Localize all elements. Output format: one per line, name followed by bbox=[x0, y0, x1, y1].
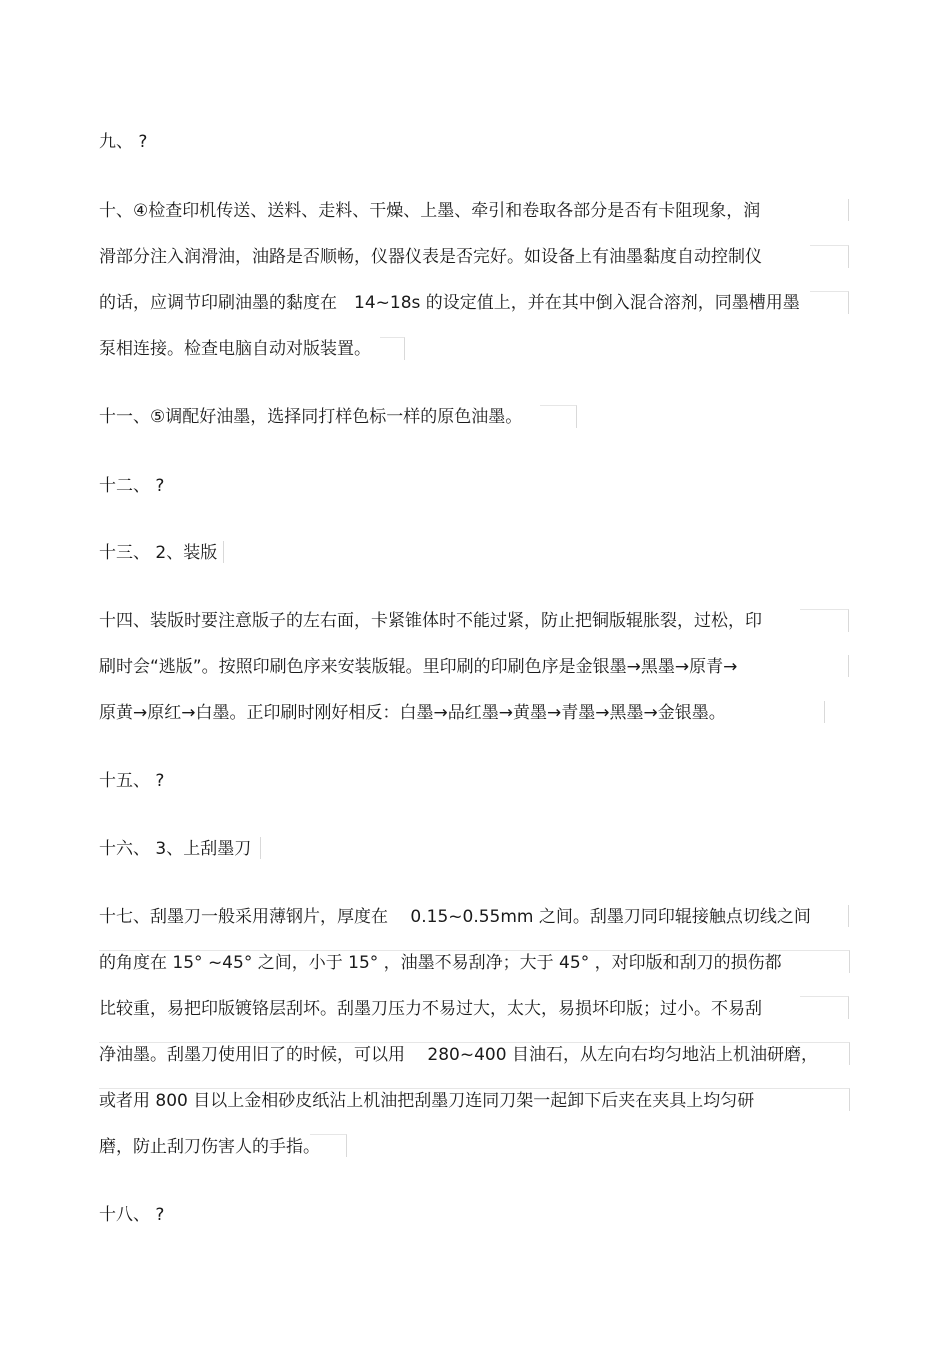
line-marker bbox=[830, 655, 849, 677]
text-line-9: 十四、装版时要注意版子的左右面，卡紧锥体时不能过紧，防止把铜版辊胀裂，过松，印 bbox=[99, 611, 762, 631]
text-line-6: 十一、⑤调配好油墨，选择同打样色标一样的原色油墨。 bbox=[99, 407, 523, 427]
text-line-17: 净油墨。刮墨刀使用旧了的时候，可以用 280~400 目油石，从左向右均匀地沾上机油研磨， bbox=[99, 1045, 818, 1065]
line-marker bbox=[800, 701, 825, 723]
line-marker bbox=[800, 609, 849, 632]
text-line-4: 的话，应调节印刷油墨的黏度在 14~18s 的设定值上，并在其中倒入混合溶剂，同墨槽用墨 bbox=[99, 293, 800, 313]
text-line-5: 泵相连接。检查电脑自动对版装置。 bbox=[99, 339, 371, 359]
text-line-10: 刷时会“逃版”。按照印刷色序来安装版辊。里印刷的印刷色序是金银墨→黑墨→原青→ bbox=[99, 657, 738, 677]
text-line-8: 十三、 2、装版 bbox=[99, 543, 218, 563]
line-marker bbox=[830, 199, 849, 221]
text-line-14: 十七、刮墨刀一般采用薄钢片，厚度在 0.15~0.55mm 之间。刮墨刀同印辊接触点切线之间 bbox=[99, 907, 811, 927]
line-marker bbox=[380, 337, 405, 360]
text-line-18: 或者用 800 目以上金相砂皮纸沾上机油把刮墨刀连同刀架一起卸下后夹在夹具上均匀研 bbox=[99, 1091, 755, 1111]
text-line-1: 九、 ? bbox=[99, 132, 148, 152]
text-line-19: 磨，防止刮刀伤害人的手指。 bbox=[99, 1137, 320, 1157]
text-line-15: 的角度在 15° ~45° 之间，小于 15° ，油墨不易刮净；大于 45° ，对印版和刮刀的损伤都 bbox=[99, 953, 782, 973]
line-marker bbox=[810, 245, 849, 268]
text-line-2: 十、④检查印机传送、送料、走料、干燥、上墨、牵引和卷取各部分是否有卡阻现象，润 bbox=[99, 201, 761, 221]
line-marker bbox=[800, 996, 849, 1019]
text-line-20: 十八、 ? bbox=[99, 1205, 165, 1225]
text-line-13: 十六、 3、上刮墨刀 bbox=[99, 839, 252, 859]
text-line-12: 十五、 ? bbox=[99, 771, 165, 791]
line-marker bbox=[540, 405, 577, 428]
line-marker bbox=[830, 905, 849, 927]
text-line-11: 原黄→原红→白墨。正印刷时刚好相反：白墨→品红墨→黄墨→青墨→黑墨→金银墨。 bbox=[99, 703, 726, 723]
text-line-7: 十二、 ? bbox=[99, 476, 165, 496]
line-marker bbox=[810, 291, 849, 314]
text-line-16: 比较重，易把印版镀铬层刮坏。刮墨刀压力不易过大，太大，易损坏印版；过小。不易刮 bbox=[99, 999, 762, 1019]
text-line-3: 滑部分注入润滑油，油路是否顺畅，仪器仪表是否完好。如设备上有油墨黏度自动控制仪 bbox=[99, 247, 762, 267]
